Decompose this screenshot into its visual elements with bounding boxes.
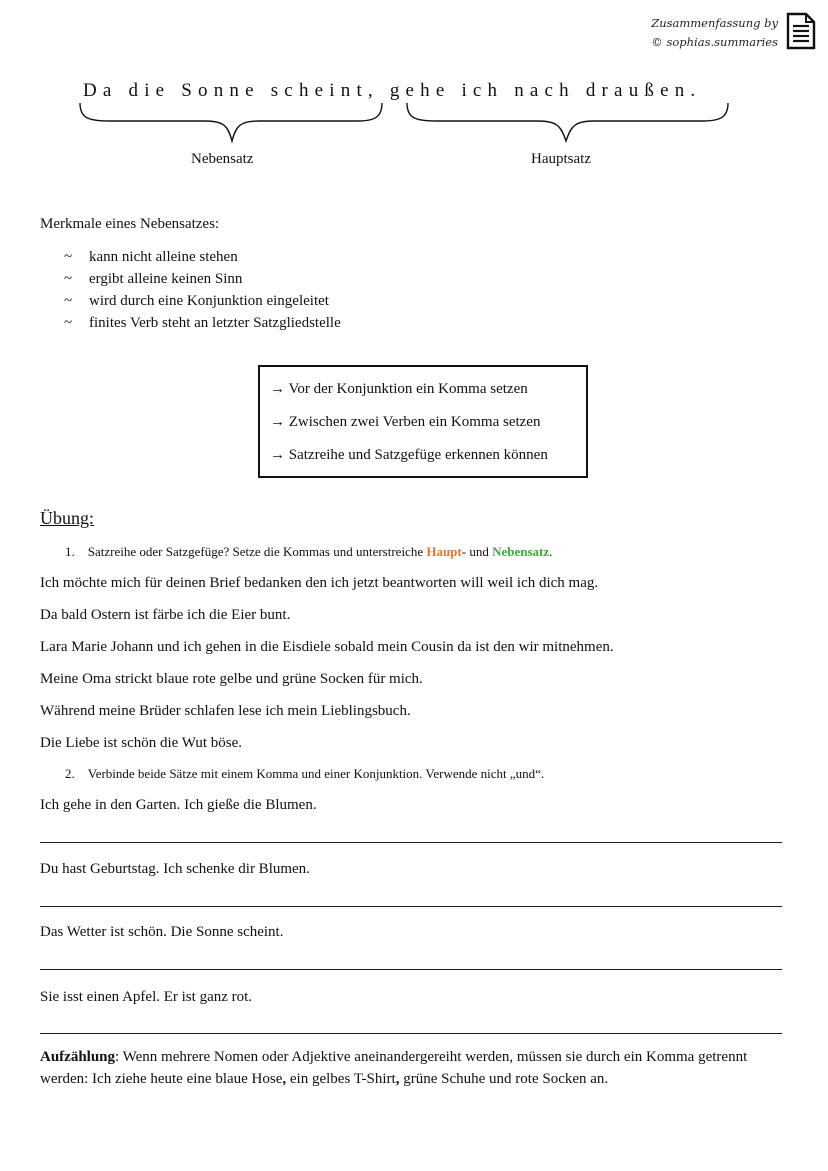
task-number: 1. (65, 544, 75, 559)
bullet-symbol: ~ (64, 315, 73, 331)
example-sentence: Da die Sonne scheint, gehe ich nach draußen. (83, 80, 702, 101)
exercise-sentence: Während meine Brüder schlafen lese ich mein Lieblingsbuch. (40, 703, 411, 719)
list-item: ~ kann nicht alleine stehen (64, 246, 341, 268)
task-2-instruction: 2. Verbinde beide Sätze mit einem Komma und einer Konjunktion. Verwende nicht „und“. (65, 766, 545, 781)
tip-item: → Satzreihe und Satzgefüge erkennen können (270, 447, 548, 463)
answer-line[interactable] (40, 1033, 782, 1034)
bullet-symbol: ~ (64, 293, 73, 309)
exercise-sentence: Ich möchte mich für deinen Brief bedanken den ich jetzt beantworten will weil ich dich mag. (40, 575, 599, 591)
label-nebensatz: Nebensatz (191, 151, 254, 167)
exercise-sentence: Die Liebe ist schön die Wut böse. (40, 735, 242, 751)
exercise-heading: Übung: (40, 508, 94, 528)
bullet-symbol: ~ (64, 271, 73, 287)
sentence-pair: Sie isst einen Apfel. Er ist ganz rot. (40, 989, 253, 1005)
answer-line[interactable] (40, 969, 782, 970)
exercise-sentence: Meine Oma strickt blaue rote gelbe und grüne Socken für mich. (40, 671, 423, 687)
brace-graphics (0, 0, 828, 160)
aufzaehlung-term: Aufzählung (40, 1049, 116, 1065)
tip-item: → Vor der Konjunktion ein Komma setzen (270, 381, 528, 397)
tips-box (258, 365, 588, 478)
neben-word: Nebensatz (492, 544, 550, 559)
answer-line[interactable] (40, 842, 782, 843)
aufzaehlung-paragraph: Aufzählung: Wenn mehrere Nomen oder Adjektive aneinandergereiht werden, müssen sie durch ein Komma getrennt werden: Ich ziehe heute eine blaue Hose, ein gelbes T-Shirt, grüne Schuhe und rote Socken an. (40, 1049, 748, 1087)
list-item: ~ ergibt alleine keinen Sinn (64, 268, 341, 290)
sentence-pair: Ich gehe in den Garten. Ich gieße die Blumen. (40, 797, 317, 813)
brace-left (80, 103, 382, 141)
exercise-sentence: Da bald Ostern ist färbe ich die Eier bunt. (40, 607, 291, 623)
brace-right (407, 103, 728, 141)
features-heading: Merkmale eines Nebensatzes: (40, 216, 220, 232)
sentence-pair: Das Wetter ist schön. Die Sonne scheint. (40, 924, 284, 940)
answer-line[interactable] (40, 906, 782, 907)
sentence-pair: Du hast Geburtstag. Ich schenke dir Blumen. (40, 861, 310, 877)
task-1-instruction: 1. Satzreihe oder Satzgefüge? Setze die Kommas und unterstreiche Haupt- und Nebensatz. (65, 544, 553, 559)
haupt-word: Haupt (426, 544, 462, 559)
brand-line-1: Zusammenfassung by (651, 16, 778, 30)
brand-line-2: © sophias.summaries (651, 35, 778, 49)
list-item: ~ finites Verb steht an letzter Satzgliedstelle (64, 312, 341, 334)
tip-item: → Zwischen zwei Verben ein Komma setzen (270, 414, 541, 430)
task-number: 2. (65, 766, 75, 781)
list-item: ~ wird durch eine Konjunktion eingeleitet (64, 290, 341, 312)
exercise-sentence: Lara Marie Johann und ich gehen in die Eisdiele sobald mein Cousin da ist den wir mitnehmen. (40, 639, 614, 655)
label-hauptsatz: Hauptsatz (531, 151, 591, 167)
bullet-symbol: ~ (64, 249, 73, 265)
features-list (64, 246, 341, 334)
